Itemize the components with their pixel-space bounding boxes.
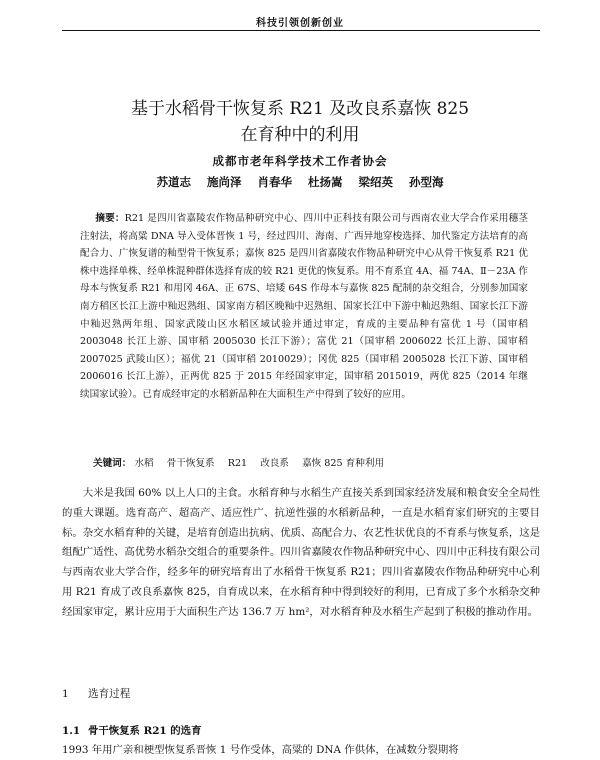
running-header: 科技引领创新创业 (256, 18, 344, 29)
abstract-text: R21 是四川省嘉陵农作物品种研究中心、四川中正科技有限公司与西南农业大学合作采用穗茎注射法，将高粱 DNA 导入受体晋恢 1 号，经过四川、海南、广西异地穿梭选择、加代鉴定方法培育的高配合力、广恢复谱的籼型骨干恢复系；嘉恢 825 是四川省嘉陵农作物品种研究中心从骨干恢复系 R21 优株中选择单株、经单株混种群体选择育成的较 R21 更优的恢复系。用不育系宜 4A、福 74A、Ⅱ－23A 作母本与恢复系 R21 和用冈 46A、正 67S、培矮 64S 作母本与嘉恢 825 配制的杂交组合，分别参加国家南方稻区长江上游中籼迟熟组、国家南方稻区晚籼中迟熟组、国家长江中下游中籼迟熟组、国家长江下游中籼迟熟两年组、国家武陵山区水稻区域试验并通过审定，育成的主要品种有富优 1 号（国审稻 2003048 长江上游、国审稻 2005030 长江下游）；富优 21（国审稻 2006022 长江上游、国审稻 2007025 武陵山区）；福优 21（国审稻 2010029）；冈优 825（国审稻 2005028 长江下游、国审稻 2006016 长江上游），正两优 825 于 2015 年经国家审定，国审稻 2015019，两优 825（2014 年继续国家试验）。已育成经审定的水稻新品种在大面积生产中得到了较好的应用。 (80, 213, 528, 400)
author-name: 孙型海 (409, 175, 444, 189)
abstract-label: 摘要： (95, 213, 125, 224)
subsection-number: 1.1 (62, 725, 81, 737)
keywords (93, 456, 533, 472)
author-name: 杜扬嵩 (308, 175, 343, 189)
subsection-title: 骨干恢复系 R21 的选育 (88, 725, 202, 737)
header-rule (62, 30, 540, 31)
section-title: 选育过程 (88, 688, 131, 700)
author-name: 梁绍英 (358, 175, 394, 189)
subsection-heading (62, 722, 201, 737)
paper-title-line-2: 在育种中的利用 (240, 125, 360, 145)
author-name: 施尚泽 (206, 175, 242, 189)
section-heading (62, 686, 130, 701)
section-number: 1 (62, 688, 69, 700)
keyword: 嘉恢 825 育种利用 (302, 458, 385, 469)
intro-paragraph: 大米是我国 60% 以上人口的主食。水稻育种与水稻生产直接关系到国家经济发展和粮食安全全局性的重大课题。选育高产、超高产、适应性广、抗逆性强的水稻新品种，一直是水稻育家们研究的主要目标。杂交水稻育种的关键，是培育创造出抗病、优质、高配合力、农艺性状优良的不育系与恢复系，这是组配广适性、高优势水稻杂交组合的重要条件。四川省嘉陵农作物品种研究中心、四川中正科技有限公司与西南农业大学合作，经多年的研究培育出了水稻骨干恢复系 R21；四川省嘉陵农作物品种研究中心利用 R21 育成了改良系嘉恢 825，自育成以来，在水稻育种中得到较好的利用，已育成了多个水稻杂交种经国家审定，累计应用于大面积生产达 136.7 万 hm²，对水稻育种及水稻生产起到了积极的推动作用。 (62, 487, 540, 618)
author-list (0, 174, 600, 190)
keywords-label: 关键词： (93, 458, 132, 469)
paper-title-line-1: 基于水稻骨干恢复系 R21 及改良系嘉恢 825 (130, 99, 470, 119)
author-name: 苏道志 (156, 175, 191, 189)
keyword: 骨干恢复系 (166, 458, 215, 469)
abstract (80, 210, 528, 404)
author-organization: 成都市老年科学技术工作者协会 (212, 154, 388, 168)
keyword: R21 (227, 458, 248, 469)
keyword: 改良系 (260, 458, 289, 469)
author-name: 肖春华 (257, 175, 292, 189)
keyword: 水稻 (134, 458, 154, 469)
paper-title (0, 96, 600, 148)
body-paragraph: 1993 年用广亲和梗型恢复系晋恢 1 号作受体，高粱的 DNA 作供体，在减数分裂期将 (62, 744, 459, 756)
